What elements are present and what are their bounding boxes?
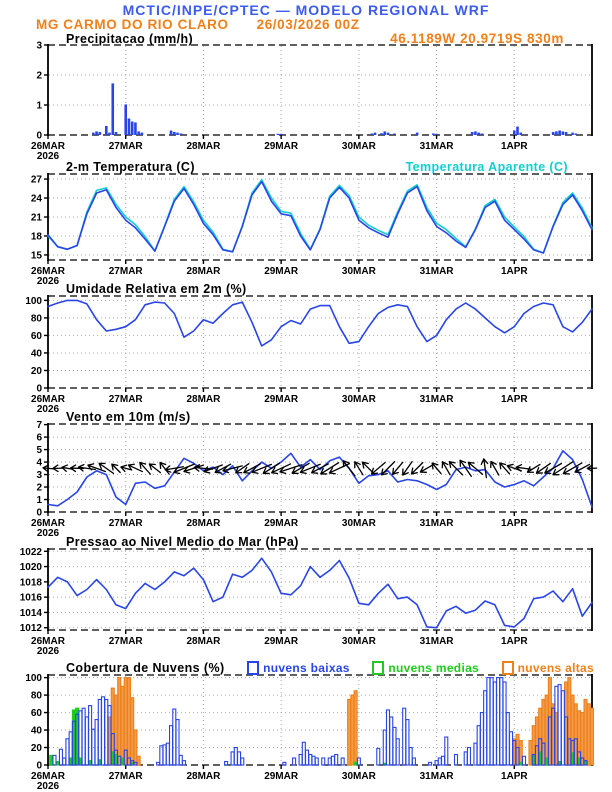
cloud-bar — [584, 699, 587, 765]
x-tick-label: 1APR — [500, 636, 528, 647]
y-tick-label: 15 — [30, 250, 42, 262]
wind-arrow-icon — [78, 464, 96, 473]
cloud-bar — [309, 755, 312, 765]
x-tick-label: 28MAR — [186, 771, 221, 782]
x-tick-label: 29MAR — [264, 141, 299, 152]
precip-bar — [173, 132, 176, 135]
x-tick-label: 29MAR — [264, 636, 299, 647]
cloud-bar — [121, 758, 124, 765]
cloud-bar — [519, 741, 522, 765]
x-tick-label: 27MAR — [108, 141, 143, 152]
cloud-bar — [377, 748, 380, 765]
x-tick-label: 29MAR — [264, 394, 299, 405]
cloud-bar — [225, 762, 228, 765]
x-year-label: 2026 — [36, 151, 60, 162]
cloud-bar — [591, 708, 594, 765]
cloud-bar — [409, 748, 412, 765]
cloud-bar — [170, 726, 173, 765]
x-tick-label: 31MAR — [419, 636, 454, 647]
x-tick-label: 27MAR — [108, 636, 143, 647]
cloud-bar — [493, 682, 496, 765]
cloud-bar — [519, 762, 522, 765]
cloud-bar — [429, 762, 432, 765]
x-tick-label: 1APR — [500, 771, 528, 782]
precip-bar — [474, 131, 477, 135]
high-clouds-swatch-icon — [502, 661, 514, 675]
x-tick-label: 28MAR — [186, 518, 221, 529]
x-tick-label: 28MAR — [186, 266, 221, 277]
precip-bar — [380, 133, 383, 135]
cloud-bar — [98, 699, 101, 765]
precip-bar — [374, 133, 377, 135]
wind-arrow-icon — [262, 460, 282, 476]
precip-bar — [128, 119, 131, 136]
x-tick-label: 30MAR — [341, 771, 376, 782]
cloud-bar — [89, 706, 92, 765]
x-tick-label: 27MAR — [108, 771, 143, 782]
cloud-bar — [302, 742, 305, 765]
cloud-bar — [283, 762, 286, 765]
x-tick-label: 31MAR — [419, 266, 454, 277]
panel-title-pressure: Pressao ao Nivel Medio do Mar (hPa) — [66, 535, 299, 549]
x-tick-label: 28MAR — [186, 636, 221, 647]
precip-bar — [99, 132, 102, 135]
panel-3 — [31, 420, 597, 539]
y-tick-label: 80 — [30, 690, 42, 702]
panel-0 — [31, 41, 592, 163]
x-tick-label: 27MAR — [108, 266, 143, 277]
cloud-bar — [82, 708, 85, 765]
legend-low-clouds-label: nuvens baixas — [263, 661, 350, 675]
cloud-bar — [293, 758, 296, 765]
precip-bar — [481, 134, 484, 136]
cloud-bar — [438, 758, 441, 765]
precip-bar — [137, 131, 140, 135]
cloud-bar — [59, 749, 62, 765]
legend-high-clouds — [502, 661, 594, 675]
x-tick-label: 30MAR — [341, 141, 376, 152]
cloud-bar — [341, 758, 344, 765]
cloud-bar — [53, 755, 56, 765]
y-tick-label: 1018 — [19, 577, 42, 589]
cloud-bar — [183, 761, 186, 765]
cloud-bar — [500, 678, 503, 765]
cloud-bar — [241, 758, 244, 765]
x-tick-label: 27MAR — [108, 518, 143, 529]
x-year-label: 2026 — [36, 276, 60, 287]
cloud-bar — [56, 762, 59, 765]
cloud-bar — [467, 748, 470, 765]
precip-bar — [513, 131, 516, 136]
x-tick-label: 26MAR — [31, 771, 65, 782]
legend-mid-clouds — [372, 661, 479, 675]
cloud-bar — [490, 678, 493, 765]
precip-bar — [124, 104, 127, 135]
x-year-label: 2026 — [36, 646, 60, 657]
y-tick-label: 60 — [30, 330, 42, 342]
cloud-bar — [445, 737, 448, 765]
station-coords: 46.1189W 20.9719S 830m — [390, 31, 564, 46]
legend-mid-clouds-label: nuvens medias — [388, 661, 480, 675]
cloud-bar — [63, 758, 66, 765]
station-name: MG CARMO DO RIO CLARO — [36, 17, 229, 32]
cloud-bar — [157, 762, 160, 765]
precip-bar — [134, 122, 137, 135]
cloud-bar — [85, 717, 88, 765]
series-line-0 — [48, 558, 592, 628]
cloud-bar — [179, 755, 182, 765]
precip-bar — [111, 83, 114, 135]
precip-bar — [387, 133, 390, 135]
cloud-bar — [545, 695, 548, 765]
x-tick-label: 28MAR — [186, 394, 221, 405]
panel-1 — [31, 173, 592, 287]
panel-title-precipitation: Precipitacao (mm/h) — [66, 32, 194, 46]
wind-arrow-icon — [53, 465, 63, 472]
cloud-bar — [357, 758, 360, 765]
precip-bar — [516, 127, 519, 135]
series-line-0 — [48, 451, 592, 507]
cloud-bar — [477, 726, 480, 765]
panel-2 — [25, 295, 592, 415]
cloud-bar — [50, 755, 53, 765]
y-tick-label: 0 — [36, 760, 42, 772]
wind-arrow-icon — [242, 461, 261, 475]
cloud-bar — [484, 691, 487, 765]
x-tick-label: 29MAR — [264, 518, 299, 529]
y-tick-label: 2 — [36, 482, 42, 494]
x-tick-label: 30MAR — [341, 518, 376, 529]
cloud-bar — [131, 698, 134, 765]
cloud-bar — [306, 750, 309, 765]
precip-bar — [575, 134, 578, 136]
precip-bar — [435, 134, 438, 135]
cloud-bar — [435, 761, 438, 765]
series-line-0 — [48, 180, 592, 253]
cloud-bars-2 — [108, 678, 593, 765]
station-line — [36, 17, 360, 32]
mid-clouds-swatch-icon — [372, 661, 384, 675]
y-tick-label: 40 — [30, 725, 42, 737]
run-datetime: 26/03/2026 00Z — [256, 17, 360, 32]
precip-bar — [383, 131, 386, 135]
x-year-label: 2026 — [36, 404, 60, 415]
cloud-bar — [506, 713, 509, 765]
precip-bar — [115, 132, 118, 135]
cloud-panel-header — [66, 661, 594, 675]
cloud-bar — [403, 708, 406, 765]
y-tick-label: 1012 — [19, 623, 42, 635]
report-title: MCTIC/INPE/CPTEC — MODELO REGIONAL WRF — [122, 2, 490, 18]
cloud-bar — [95, 720, 98, 765]
wind-arrow-icon — [328, 461, 351, 476]
panel-title-humidity: Umidade Relativa em 2m (%) — [66, 282, 247, 296]
x-tick-label: 26MAR — [31, 141, 65, 152]
x-tick-label: 26MAR — [31, 636, 65, 647]
cloud-bar — [134, 730, 137, 765]
y-tick-label: 21 — [30, 212, 42, 224]
cloud-bar — [529, 741, 532, 765]
cloud-bar — [176, 720, 179, 765]
cloud-bar — [558, 685, 561, 765]
cloud-bar — [390, 717, 393, 765]
cloud-bar — [510, 732, 513, 765]
x-tick-label: 30MAR — [341, 394, 376, 405]
y-tick-label: 3 — [36, 40, 42, 52]
cloud-bar — [127, 678, 130, 765]
precip-bar — [416, 133, 419, 135]
cloud-bar — [173, 709, 176, 765]
cloud-bar — [464, 752, 467, 765]
cloud-bar — [503, 682, 506, 765]
y-tick-label: 2 — [36, 70, 42, 82]
cloud-bar — [455, 755, 458, 765]
precip-bar — [176, 133, 179, 135]
precip-bar — [471, 132, 474, 135]
precip-bar — [571, 133, 574, 135]
cloud-bar — [160, 746, 163, 765]
cloud-bar — [121, 686, 124, 765]
y-tick-label: 80 — [30, 313, 42, 325]
wind-arrow-icon — [481, 459, 490, 479]
cloud-bar — [118, 678, 121, 765]
series-line-0 — [48, 300, 592, 346]
cloud-bar — [474, 743, 477, 765]
y-tick-label: 20 — [30, 365, 42, 377]
panel-4 — [20, 547, 592, 657]
cloud-bar — [354, 691, 357, 765]
precip-bar — [95, 131, 98, 135]
y-tick-label: 100 — [25, 295, 42, 307]
cloud-bar — [238, 752, 241, 765]
panel-title-wind: Vento em 10m (m/s) — [66, 410, 191, 424]
cloud-bar — [312, 756, 315, 765]
cloud-bar — [387, 710, 390, 765]
cloud-bar — [396, 739, 399, 765]
precip-bar — [565, 132, 568, 135]
precip-bar — [179, 134, 182, 136]
cloud-bar — [231, 752, 234, 765]
y-tick-label: 1014 — [19, 607, 42, 619]
cloud-bar — [234, 748, 237, 765]
cloud-bar — [393, 727, 396, 765]
precip-bar — [519, 133, 522, 135]
cloud-bar — [315, 758, 318, 765]
cloud-bar — [587, 704, 590, 765]
y-tick-label: 40 — [30, 348, 42, 360]
y-tick-label: 20 — [30, 743, 42, 755]
x-tick-label: 26MAR — [31, 266, 65, 277]
x-tick-label: 1APR — [500, 141, 528, 152]
cloud-bar — [581, 713, 584, 765]
cloud-bar — [497, 678, 500, 765]
x-year-label: 2026 — [36, 528, 60, 539]
x-tick-label: 26MAR — [31, 518, 65, 529]
precip-bar — [92, 133, 95, 135]
legend-low-clouds — [247, 661, 350, 675]
cloud-bar — [163, 745, 166, 765]
x-tick-label: 1APR — [500, 266, 528, 277]
precip-bar — [131, 122, 134, 136]
precip-bar — [562, 131, 565, 135]
precip-bar — [558, 131, 561, 136]
x-tick-label: 1APR — [500, 518, 528, 529]
x-tick-label: 29MAR — [264, 771, 299, 782]
cloud-bar — [299, 755, 302, 765]
precip-bar — [432, 134, 435, 136]
y-tick-label: 1020 — [19, 562, 42, 574]
precip-bar — [477, 133, 480, 135]
panel-title-clouds: Cobertura de Nuvens (%) — [66, 661, 225, 675]
cloud-bar — [331, 756, 334, 765]
x-tick-label: 31MAR — [419, 518, 454, 529]
precip-bar — [552, 132, 555, 135]
y-tick-label: 0 — [36, 383, 42, 395]
cloud-bar — [102, 697, 105, 765]
cloud-bar — [79, 711, 82, 765]
precip-bar — [170, 131, 173, 136]
cloud-bar — [545, 758, 548, 765]
y-tick-label: 24 — [30, 193, 42, 205]
x-tick-label: 30MAR — [341, 266, 376, 277]
cloud-bar — [412, 758, 415, 765]
cloud-bar — [561, 691, 564, 765]
cloud-bar — [383, 730, 386, 765]
y-tick-label: 1022 — [19, 546, 42, 558]
x-year-label: 2026 — [36, 781, 60, 792]
x-tick-label: 27MAR — [108, 394, 143, 405]
y-tick-label: 3 — [36, 470, 42, 482]
wind-arrow-icon — [110, 462, 123, 475]
y-tick-label: 60 — [30, 708, 42, 720]
y-tick-label: 1 — [36, 495, 42, 507]
cloud-bar — [105, 699, 108, 765]
precip-bar — [108, 133, 111, 135]
y-tick-label: 27 — [30, 174, 42, 186]
cloud-bar — [523, 756, 526, 765]
y-tick-label: 1016 — [19, 592, 42, 604]
y-tick-label: 4 — [36, 457, 42, 469]
wind-arrow-icon — [551, 459, 574, 477]
x-tick-label: 31MAR — [419, 771, 454, 782]
wind-arrow-icon — [291, 461, 311, 476]
x-tick-label: 29MAR — [264, 266, 299, 277]
cloud-bar — [348, 699, 351, 765]
cloud-bar — [335, 755, 338, 765]
precip-bar — [393, 134, 396, 136]
precip-bar — [555, 131, 558, 135]
y-tick-label: 0 — [36, 130, 42, 142]
y-tick-label: 100 — [25, 673, 42, 685]
x-tick-label: 31MAR — [419, 394, 454, 405]
cloud-bar — [66, 739, 69, 765]
cloud-bar — [354, 762, 357, 765]
wind-arrow-icon — [587, 465, 596, 472]
cloud-bar — [328, 758, 331, 765]
x-tick-label: 1APR — [500, 394, 528, 405]
y-tick-label: 0 — [36, 507, 42, 519]
cloud-bar — [322, 758, 325, 765]
precip-bar — [141, 133, 144, 135]
legend-apparent-temperature: Temperatura Aparente (C) — [405, 160, 568, 174]
y-tick-label: 18 — [30, 231, 42, 243]
x-tick-label: 28MAR — [186, 141, 221, 152]
panel-5 — [25, 673, 593, 792]
precip-bar — [280, 134, 283, 135]
cloud-bar — [351, 695, 354, 765]
cloud-bar — [137, 756, 140, 765]
y-tick-label: 5 — [36, 445, 42, 457]
cloud-bar — [487, 678, 490, 765]
y-tick-label: 1 — [36, 100, 42, 112]
x-tick-label: 31MAR — [419, 141, 454, 152]
wind-arrow-icon — [158, 461, 172, 477]
y-tick-label: 6 — [36, 432, 42, 444]
cloud-bar — [166, 743, 169, 765]
precip-bar — [277, 134, 280, 135]
legend-high-clouds-label: nuvens altas — [517, 661, 594, 675]
low-clouds-swatch-icon — [247, 661, 259, 675]
panel-title-temperature: 2-m Temperatura (C) — [66, 160, 195, 174]
x-tick-label: 30MAR — [341, 636, 376, 647]
precip-bar — [105, 126, 108, 135]
x-tick-label: 26MAR — [31, 394, 65, 405]
precip-bars — [92, 83, 577, 135]
precip-bar — [371, 134, 374, 136]
cloud-bar — [442, 756, 445, 765]
cloud-bar — [406, 720, 409, 765]
cloud-bar — [480, 713, 483, 765]
y-tick-label: 7 — [36, 420, 42, 432]
